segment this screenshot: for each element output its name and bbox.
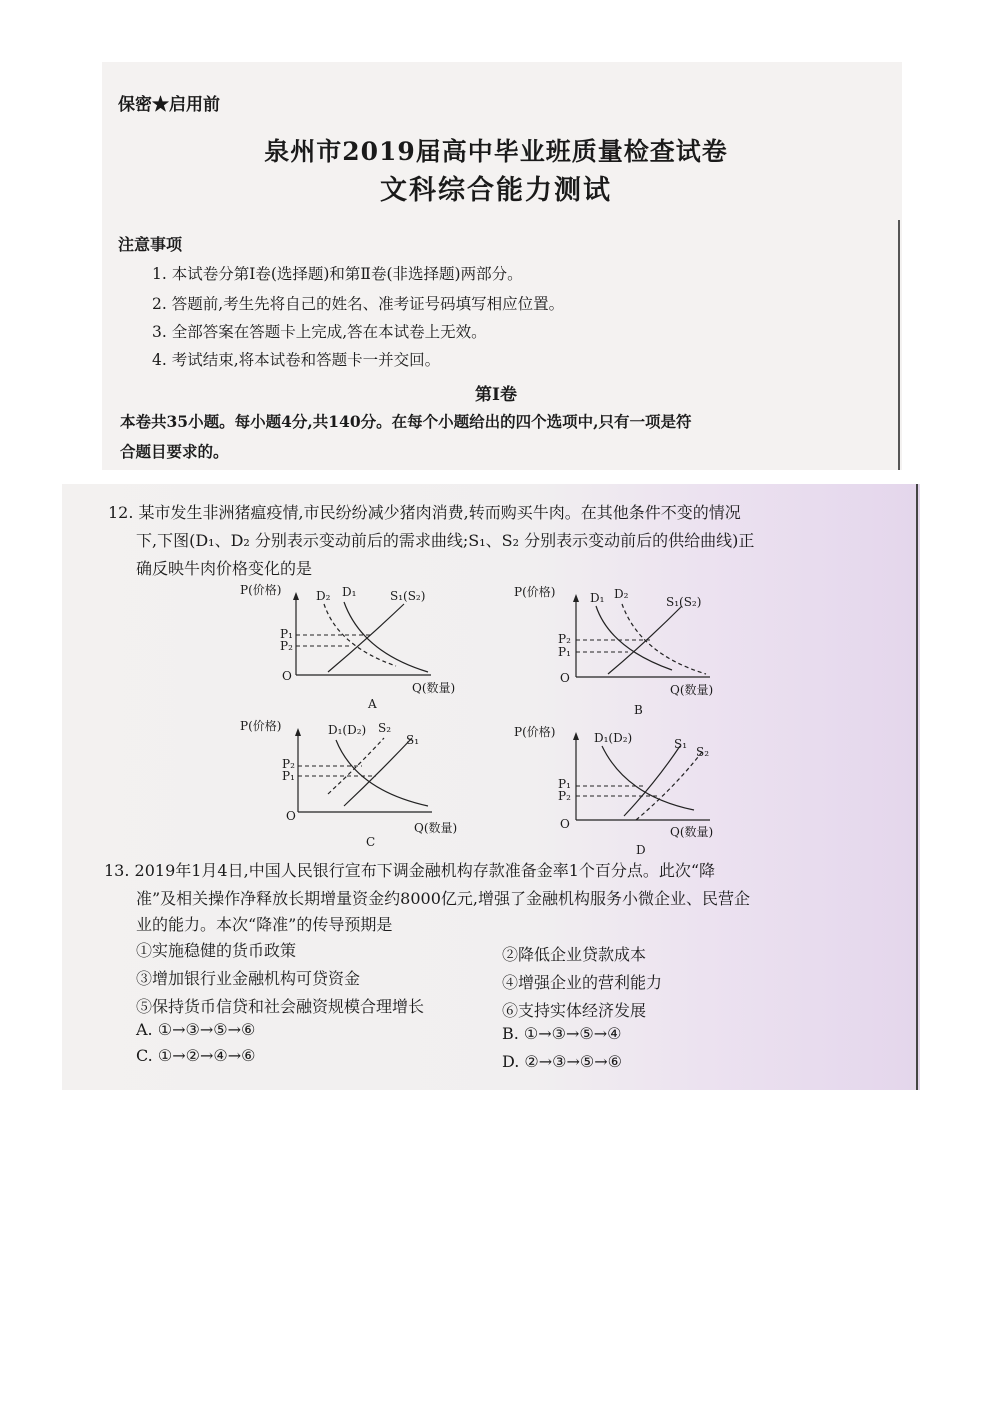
chart-caption: D (636, 843, 646, 857)
q13-statement: ⑥支持实体经济发展 (502, 1001, 647, 1020)
q13-statement: ②降低企业贷款成本 (502, 945, 647, 964)
curve-label: D₁(D₂) (328, 723, 367, 737)
q12-stem-line: 下,下图(D₁、D₂ 分别表示变动前后的需求曲线;S₁、S₂ 分别表示变动前后的供给曲线)正 (136, 531, 755, 550)
curve-label: S₁ (406, 733, 420, 747)
origin-label: O (560, 817, 570, 831)
q13-option-c: C. ①→②→④→⑥ (136, 1046, 256, 1065)
notice-item: 1. 本试卷分第Ⅰ卷(选择题)和第Ⅱ卷(非选择题)两部分。 (152, 265, 523, 283)
q13-option-d: D. ②→③→⑤→⑥ (502, 1052, 623, 1071)
q13-statement: ③增加银行业金融机构可贷资金 (136, 969, 361, 988)
x-axis-label: Q(数量) (670, 825, 714, 839)
exam-subtitle: 文科综合能力测试 (380, 175, 612, 206)
price-label: P₁ (558, 777, 571, 791)
x-axis-label: Q(数量) (414, 821, 458, 835)
demand-curve-d2 (622, 604, 706, 674)
q13-option-b: B. ①→③→⑤→④ (502, 1024, 622, 1043)
notice-item: 2. 答题前,考生先将自己的姓名、准考证号码填写相应位置。 (152, 295, 565, 313)
notice-item: 4. 考试结束,将本试卷和答题卡一并交回。 (152, 351, 441, 369)
chart-a (236, 580, 476, 714)
curve-label: S₁(S₂) (666, 595, 702, 609)
volume-title: 第Ⅰ卷 (475, 385, 517, 405)
q13-stem-line: 业的能力。本次“降准”的传导预期是 (136, 915, 393, 934)
chart-c (236, 716, 476, 855)
chart-b (510, 582, 750, 716)
curve-label: S₂ (378, 721, 392, 735)
chart-caption: C (366, 835, 376, 849)
q13-statement: ①实施稳健的货币政策 (136, 941, 297, 960)
page-edge-line (916, 484, 918, 1090)
y-axis-arrow (573, 732, 579, 740)
origin-label: O (286, 809, 296, 823)
q12-stem-line: 12. 某市发生非洲猪瘟疫情,市民纷纷减少猪肉消费,转而购买牛肉。在其他条件不变的情况 (108, 503, 741, 522)
price-label: P₂ (282, 757, 295, 771)
curve-label: D₁ (342, 585, 357, 599)
demand-curve-d1 (596, 606, 672, 670)
supply-curve (328, 604, 404, 672)
notice-heading: 注意事项 (118, 235, 183, 254)
chart-caption: B (634, 703, 643, 717)
y-axis-label: P(价格) (514, 585, 556, 599)
q13-statement: ⑤保持货币信贷和社会融资规模合理增长 (136, 997, 425, 1016)
demand-curve-d1 (344, 602, 428, 672)
price-label: P₂ (558, 789, 571, 803)
curve-label: D₂ (614, 587, 629, 601)
supply-curve-s1 (344, 738, 412, 806)
y-axis-arrow (293, 592, 299, 600)
price-label: P₁ (282, 769, 295, 783)
curve-label: S₁ (674, 737, 688, 751)
exam-title: 泉州市2019届高中毕业班质量检查试卷 (264, 137, 728, 166)
price-label: P₂ (558, 632, 571, 646)
chart-caption: A (368, 697, 377, 711)
curve-label: S₂ (696, 745, 710, 759)
curve-label: S₁(S₂) (390, 589, 426, 603)
demand-curve (602, 746, 694, 810)
q13-stem-line: 13. 2019年1月4日,中国人民银行宣布下调金融机构存款准备金率1个百分点。此次“降 (104, 861, 716, 880)
curve-label: D₂ (316, 589, 331, 603)
confidential-mark: 保密★启用前 (118, 95, 220, 115)
notice-item: 3. 全部答案在答题卡上完成,答在本试卷上无效。 (152, 323, 487, 341)
price-label: P₁ (280, 627, 293, 641)
q13-statement: ④增强企业的营利能力 (502, 973, 663, 992)
price-label: P₂ (280, 639, 293, 653)
volume-instruction: 合题目要求的。 (120, 442, 229, 461)
y-axis-label: P(价格) (240, 719, 282, 733)
x-axis-label: Q(数量) (412, 681, 456, 695)
curve-label: D₁ (590, 591, 605, 605)
q13-stem-line: 准”及相关操作净释放长期增量资金约8000亿元,增强了金融机构服务小微企业、民营企 (136, 889, 750, 908)
volume-instruction: 本卷共35小题。每小题4分,共140分。在每个小题给出的四个选项中,只有一项是符 (120, 412, 692, 431)
page-edge-line (898, 220, 900, 470)
q13-option-a: A. ①→③→⑤→⑥ (136, 1020, 256, 1039)
y-axis-label: P(价格) (240, 583, 282, 597)
x-axis-label: Q(数量) (670, 683, 714, 697)
q12-stem-line: 确反映牛肉价格变化的是 (136, 559, 313, 578)
curve-label: D₁(D₂) (594, 731, 633, 745)
origin-label: O (560, 671, 570, 685)
y-axis-arrow (573, 594, 579, 602)
price-label: P₁ (558, 645, 571, 659)
y-axis-arrow (295, 728, 301, 736)
chart-d (510, 722, 750, 861)
y-axis-label: P(价格) (514, 725, 556, 739)
origin-label: O (282, 669, 292, 683)
